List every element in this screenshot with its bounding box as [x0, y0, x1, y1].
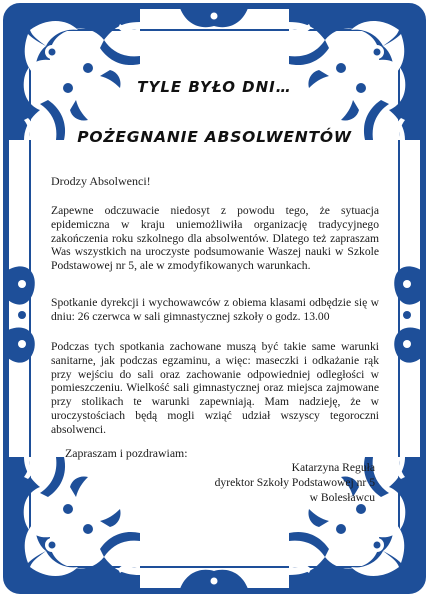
paragraph-meeting-details: Spotkanie dyrekcji i wychowawców z obiema klasami odbędzie się w dniu: 26 czerwca w sali gimnastycznej szkoły o godz. 13.00 — [51, 296, 379, 323]
closing-line: Zapraszam i pozdrawiam: — [65, 446, 188, 460]
signature-place: w Bolesławcu — [309, 491, 375, 504]
paragraph-sanitary-rules: Podczas tych spotkania zachowane muszą być takie same warunki sanitarne, jak podczas egzaminu, a więc: maseczki i odkażanie rąk przy wejściu do sali oraz zachowanie odpowiedniej odległości w pomieszczeniu. Wielkość sali gimnastycznej oraz miejsca zajmowane przy stolikach te warunki zapewniają. Mam nadzieję, że w uroczystościach będą mogli wziąć udział wszyscy tegoroczni absolwenci. — [51, 340, 379, 436]
paragraph-invitation: Zapewne odczuwacie niedosyt z powodu tego, że sytuacja epidemiczna w kraju uniemożliwiła organizację tradycyjnego zakończenia roku szkolnego dla absolwentów. Dlatego też zapraszam Was wszystkich na uroczyste podsumowanie Waszej nauki w Szkole Podstawowej nr 5, ale w zmodyfikowanych warunkach. — [51, 204, 379, 273]
greeting-line: Drodzy Absolwenci! — [51, 174, 151, 188]
signature-block — [135, 460, 375, 505]
page-title: TYLE BYŁO DNI… — [137, 78, 292, 96]
page-subtitle: POŻEGNANIE ABSOLWENTÓW — [77, 128, 352, 146]
signature-role: dyrektor Szkoły Podstawowej nr 5 — [214, 476, 375, 489]
signature-name: Katarzyna Reguła — [291, 461, 375, 474]
